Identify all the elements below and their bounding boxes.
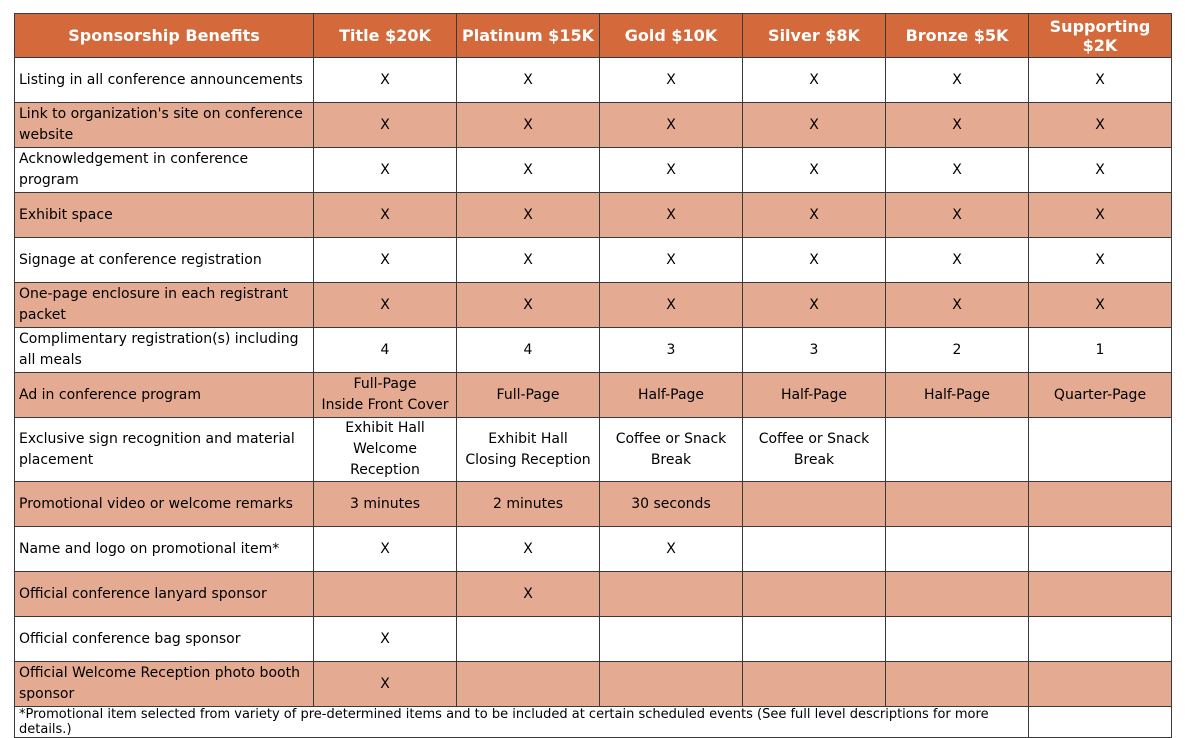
level-cell: X <box>457 193 600 238</box>
level-cell: X <box>886 58 1029 103</box>
benefit-cell: Exhibit space <box>15 193 314 238</box>
level-cell <box>457 617 600 662</box>
level-cell: X <box>886 238 1029 283</box>
level-cell: X <box>457 148 600 193</box>
footnote: *Promotional item selected from variety of pre-determined items and to be included at certain scheduled events (See full level descriptions for more details.) <box>15 707 1029 738</box>
level-cell: Half-Page <box>886 373 1029 418</box>
level-cell: 3 <box>743 328 886 373</box>
benefit-cell: Name and logo on promotional item* <box>15 527 314 572</box>
level-cell: 30 seconds <box>600 482 743 527</box>
level-cell: Exhibit Hall Welcome Reception <box>314 418 457 482</box>
level-cell: X <box>314 238 457 283</box>
benefit-cell: One-page enclosure in each registrant packet <box>15 283 314 328</box>
level-cell: Quarter-Page <box>1029 373 1172 418</box>
level-cell <box>886 617 1029 662</box>
table-row <box>15 418 1172 482</box>
level-cell: X <box>1029 58 1172 103</box>
table-body <box>15 58 1172 707</box>
level-cell: X <box>743 103 886 148</box>
level-cell: X <box>1029 238 1172 283</box>
level-cell <box>314 572 457 617</box>
level-cell: X <box>314 193 457 238</box>
level-cell: X <box>314 58 457 103</box>
header-supporting-level: Supporting $2K <box>1029 14 1172 58</box>
benefit-cell: Listing in all conference announcements <box>15 58 314 103</box>
level-cell: X <box>314 283 457 328</box>
level-cell <box>1029 662 1172 707</box>
level-cell: Coffee or Snack Break <box>600 418 743 482</box>
sponsorship-benefits-table <box>14 13 1172 738</box>
level-cell: X <box>600 148 743 193</box>
level-cell: 2 minutes <box>457 482 600 527</box>
level-cell: X <box>743 193 886 238</box>
level-cell: X <box>1029 103 1172 148</box>
level-cell: X <box>600 238 743 283</box>
table-row <box>15 527 1172 572</box>
level-cell <box>457 662 600 707</box>
benefit-cell: Exclusive sign recognition and material placement <box>15 418 314 482</box>
benefit-cell: Complimentary registration(s) including all meals <box>15 328 314 373</box>
level-cell: Full-Page <box>457 373 600 418</box>
level-cell <box>886 482 1029 527</box>
table-header <box>15 14 1172 58</box>
level-cell: X <box>457 58 600 103</box>
table-row <box>15 617 1172 662</box>
table-row <box>15 58 1172 103</box>
header-silver-level: Silver $8K <box>743 14 886 58</box>
table-footer <box>15 707 1172 738</box>
footnote-row <box>15 707 1172 738</box>
level-cell <box>1029 572 1172 617</box>
table-row <box>15 193 1172 238</box>
level-cell: X <box>600 527 743 572</box>
level-cell <box>743 527 886 572</box>
level-cell: Full-Page Inside Front Cover <box>314 373 457 418</box>
level-cell: X <box>600 283 743 328</box>
level-cell <box>743 482 886 527</box>
level-cell: X <box>886 193 1029 238</box>
table-row <box>15 148 1172 193</box>
table-row <box>15 238 1172 283</box>
level-cell: X <box>886 283 1029 328</box>
footnote-blank-cell <box>1029 707 1172 738</box>
level-cell: X <box>314 617 457 662</box>
header-title-level: Title $20K <box>314 14 457 58</box>
table-row <box>15 328 1172 373</box>
level-cell: X <box>314 103 457 148</box>
benefit-cell: Promotional video or welcome remarks <box>15 482 314 527</box>
level-cell: 3 <box>600 328 743 373</box>
level-cell: X <box>314 662 457 707</box>
level-cell <box>743 617 886 662</box>
level-cell <box>1029 418 1172 482</box>
header-gold-level: Gold $10K <box>600 14 743 58</box>
level-cell: X <box>743 58 886 103</box>
level-cell: Coffee or Snack Break <box>743 418 886 482</box>
level-cell: 1 <box>1029 328 1172 373</box>
level-cell: X <box>600 103 743 148</box>
benefit-cell: Ad in conference program <box>15 373 314 418</box>
level-cell: X <box>1029 148 1172 193</box>
level-cell <box>1029 482 1172 527</box>
level-cell <box>1029 527 1172 572</box>
level-cell: X <box>886 148 1029 193</box>
level-cell <box>886 662 1029 707</box>
level-cell: X <box>457 527 600 572</box>
benefit-cell: Signage at conference registration <box>15 238 314 283</box>
level-cell <box>886 418 1029 482</box>
level-cell: 4 <box>314 328 457 373</box>
level-cell: X <box>314 527 457 572</box>
table-row <box>15 662 1172 707</box>
level-cell <box>886 572 1029 617</box>
benefit-cell: Link to organization's site on conference website <box>15 103 314 148</box>
level-cell: X <box>600 58 743 103</box>
level-cell: X <box>457 238 600 283</box>
level-cell <box>600 617 743 662</box>
table-row <box>15 482 1172 527</box>
level-cell: X <box>1029 283 1172 328</box>
level-cell <box>743 662 886 707</box>
level-cell <box>886 527 1029 572</box>
level-cell: Exhibit Hall Closing Reception <box>457 418 600 482</box>
header-benefits: Sponsorship Benefits <box>15 14 314 58</box>
level-cell: X <box>743 148 886 193</box>
table-row <box>15 283 1172 328</box>
level-cell: Half-Page <box>743 373 886 418</box>
table-row <box>15 572 1172 617</box>
level-cell <box>600 662 743 707</box>
level-cell: X <box>743 283 886 328</box>
level-cell: X <box>457 283 600 328</box>
level-cell: X <box>457 572 600 617</box>
level-cell: X <box>1029 193 1172 238</box>
level-cell: X <box>600 193 743 238</box>
level-cell: 3 minutes <box>314 482 457 527</box>
benefit-cell: Official conference lanyard sponsor <box>15 572 314 617</box>
table-row <box>15 103 1172 148</box>
level-cell: X <box>457 103 600 148</box>
level-cell: 2 <box>886 328 1029 373</box>
header-platinum-level: Platinum $15K <box>457 14 600 58</box>
table-row <box>15 373 1172 418</box>
level-cell: X <box>886 103 1029 148</box>
header-bronze-level: Bronze $5K <box>886 14 1029 58</box>
benefit-cell: Acknowledgement in conference program <box>15 148 314 193</box>
benefit-cell: Official conference bag sponsor <box>15 617 314 662</box>
level-cell <box>600 572 743 617</box>
benefit-cell: Official Welcome Reception photo booth sponsor <box>15 662 314 707</box>
level-cell: Half-Page <box>600 373 743 418</box>
header-row <box>15 14 1172 58</box>
level-cell <box>1029 617 1172 662</box>
level-cell <box>743 572 886 617</box>
level-cell: X <box>743 238 886 283</box>
level-cell: X <box>314 148 457 193</box>
level-cell: 4 <box>457 328 600 373</box>
